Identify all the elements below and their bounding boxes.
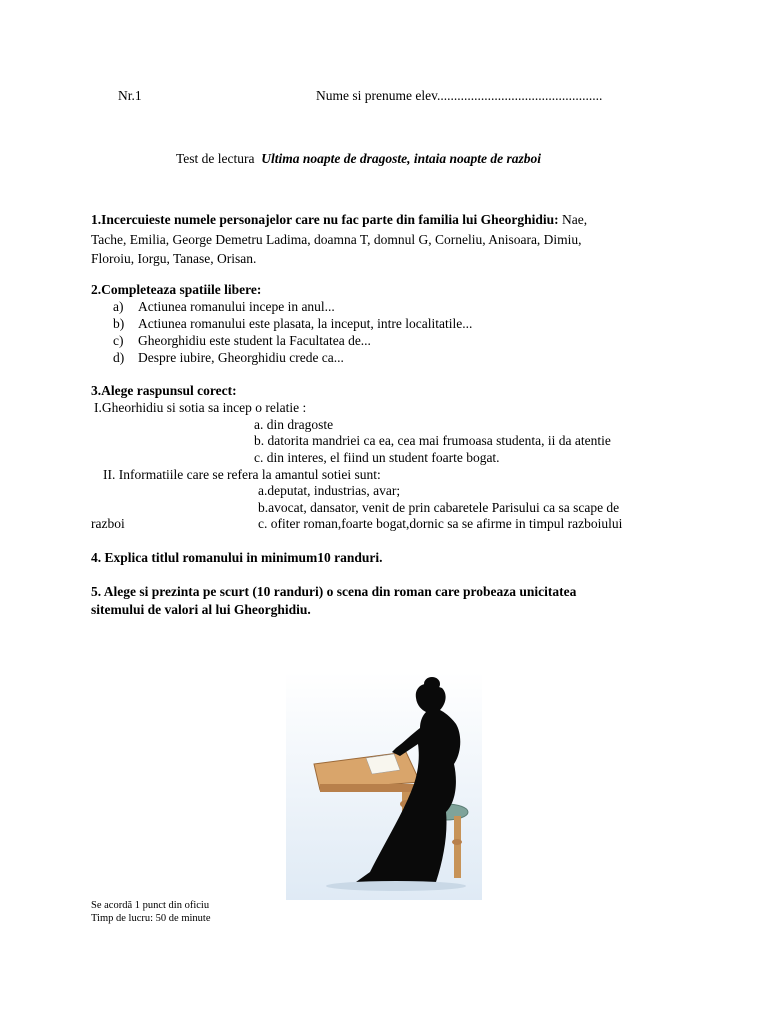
question-2-item-d xyxy=(113,350,344,366)
question-3-part2-continuation: razboi xyxy=(91,516,125,531)
question-1 xyxy=(91,212,587,228)
title-prefix: Test de lectura xyxy=(176,151,255,166)
footer-time: Timp de lucru: 50 de minute xyxy=(91,913,211,924)
item-letter: c) xyxy=(113,333,124,348)
student-name-field[interactable]: Nume si prenume elev................................................. xyxy=(316,88,603,103)
question-2-item-c xyxy=(113,333,371,349)
question-3-part2-option-c: c. ofiter roman,foarte bogat,dornic sa se afirme in timpul razboiului xyxy=(258,516,623,531)
exam-number: Nr.1 xyxy=(118,88,142,103)
question-2-item-b xyxy=(113,316,473,332)
item-text: Actiunea romanului incepe in anul... xyxy=(138,299,335,314)
question-3-part2-prompt: II. Informatiile care se refera la amantul sotiei sunt: xyxy=(103,467,381,482)
book-title: Ultima noapte de dragoste, intaia noapte de razboi xyxy=(261,151,542,166)
question-3-part2-option-a: a.deputat, industrias, avar; xyxy=(258,483,401,498)
question-3-part1-option-b: b. datorita mandriei ca ea, cea mai frumoasa studenta, ii da atentie xyxy=(254,433,611,448)
item-letter: d) xyxy=(113,350,125,365)
question-3-label: 3.Alege raspunsul corect: xyxy=(91,383,237,398)
item-text: Gheorghidiu este student la Facultatea de... xyxy=(138,333,371,348)
footer-points: Se acordă 1 punct din oficiu xyxy=(91,900,210,911)
test-title xyxy=(176,151,541,167)
question-3-part2-option-b: b.avocat, dansator, venit de prin cabaretele Parisului ca sa scape de xyxy=(258,500,620,515)
item-text: Despre iubire, Gheorghidiu crede ca... xyxy=(138,350,344,365)
item-letter: b) xyxy=(113,316,125,331)
question-5-line2: sitemului de valori al lui Gheorghidiu. xyxy=(91,602,311,617)
question-4-label: 4. Explica titlul romanului in minimum10 randuri. xyxy=(91,550,383,565)
item-text: Actiunea romanului este plasata, la inceput, intre localitatile... xyxy=(138,316,473,331)
question-2-label: 2.Completeaza spatiile libere: xyxy=(91,282,262,297)
question-3-part1-option-a: a. din dragoste xyxy=(254,417,334,432)
item-letter: a) xyxy=(113,299,124,314)
question-3-part1-prompt: I.Gheorhidiu si sotia sa incep o relatie : xyxy=(94,400,307,415)
woman-writing-silhouette-icon xyxy=(286,672,482,900)
question-1-label: 1.Incercuieste numele personajelor care nu fac parte din familia lui Gheorghidiu: xyxy=(91,212,559,227)
question-1-names-start: Nae, xyxy=(561,212,588,227)
question-2-item-a xyxy=(113,299,335,315)
question-3-part1-option-c: c. din interes, el fiind un student foarte bogat. xyxy=(254,450,500,465)
question-1-names-line2: Tache, Emilia, George Demetru Ladima, doamna T, domnul G, Corneliu, Anisoara, Dimiu, xyxy=(91,232,582,247)
question-5-line1: 5. Alege si prezinta pe scurt (10 randuri) o scena din roman care probeaza unicitatea xyxy=(91,584,577,599)
question-1-names-line3: Floroiu, Iorgu, Tanase, Orisan. xyxy=(91,251,257,266)
